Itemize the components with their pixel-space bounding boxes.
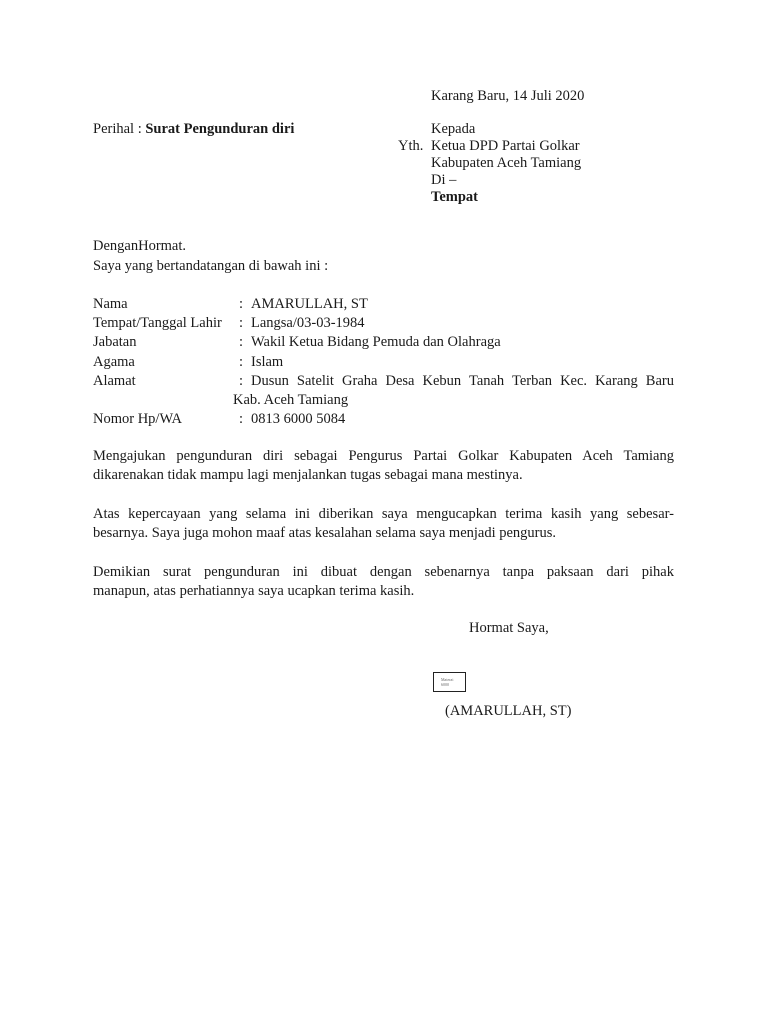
recipient-line4: Tempat: [431, 189, 478, 205]
field-colon: :: [239, 411, 244, 427]
field-label: Alamat: [93, 373, 136, 389]
intro: Saya yang bertandatangan di bawah ini :: [93, 258, 329, 274]
paragraph-line: besarnya. Saya juga mohon maaf atas kesalahan selama saya menjadi pengurus.: [93, 525, 557, 541]
field-colon: :: [239, 296, 244, 312]
stamp-box: [433, 672, 466, 692]
field-value: Wakil Ketua Bidang Pemuda dan Olahraga: [251, 334, 501, 350]
field-value: Langsa/03-03-1984: [251, 315, 365, 331]
field-label: Tempat/Tanggal Lahir: [93, 315, 222, 331]
field-label: Nama: [93, 296, 128, 312]
field-colon: :: [239, 354, 244, 370]
paragraph-line: Demikian surat pengunduran ini dibuat dengan sebenarnya tanpa paksaan dari pihak: [93, 564, 674, 580]
field-value: AMARULLAH, ST: [251, 296, 368, 312]
subject-line: [93, 120, 294, 139]
paragraph-line: Atas kepercayaan yang selama ini diberikan saya mengucapkan terima kasih yang sebesar-: [93, 506, 674, 522]
paragraph-gratitude: [93, 505, 674, 543]
recipient-line3: Di –: [431, 172, 457, 188]
field-value-continuation: Kab. Aceh Tamiang: [233, 392, 349, 408]
field-colon: :: [239, 334, 244, 350]
paragraph-line: dikarenakan tidak mampu lagi menjalankan tugas sebagai mana mestinya.: [93, 467, 523, 483]
closing-salutation: Hormat Saya,: [469, 620, 549, 636]
greeting: DenganHormat.: [93, 238, 187, 254]
stamp-text: 6000: [441, 682, 449, 687]
field-value: Islam: [251, 354, 284, 370]
paragraph-line: manapun, atas perhatiannya saya ucapkan terima kasih.: [93, 583, 415, 599]
subject: Surat Pengunduran diri: [145, 121, 295, 137]
field-value: 0813 6000 5084: [251, 411, 346, 427]
paragraph-resignation: [93, 447, 674, 485]
field-value: Dusun Satelit Graha Desa Kebun Tanah Terban Kec. Karang Baru: [251, 373, 674, 389]
recipient-line2: Kabupaten Aceh Tamiang: [431, 155, 582, 171]
field-colon: :: [239, 373, 244, 389]
paragraph-line: Mengajukan pengunduran diri sebagai Pengurus Partai Golkar Kabupaten Aceh Tamiang: [93, 448, 674, 464]
field-colon: :: [239, 315, 244, 331]
recipient-yth: Yth.: [398, 138, 424, 154]
signature-name: (AMARULLAH, ST): [445, 703, 572, 719]
field-label: Jabatan: [93, 334, 137, 350]
subject-label: Perihal :: [93, 121, 146, 137]
place-date: Karang Baru, 14 Juli 2020: [431, 88, 585, 104]
recipient-line1: Ketua DPD Partai Golkar: [431, 138, 580, 154]
field-label: Nomor Hp/WA: [93, 411, 183, 427]
field-label: Agama: [93, 354, 135, 370]
paragraph-closing: [93, 563, 674, 601]
recipient-kepada: Kepada: [431, 121, 476, 137]
stamp-text: Materai: [441, 677, 454, 682]
